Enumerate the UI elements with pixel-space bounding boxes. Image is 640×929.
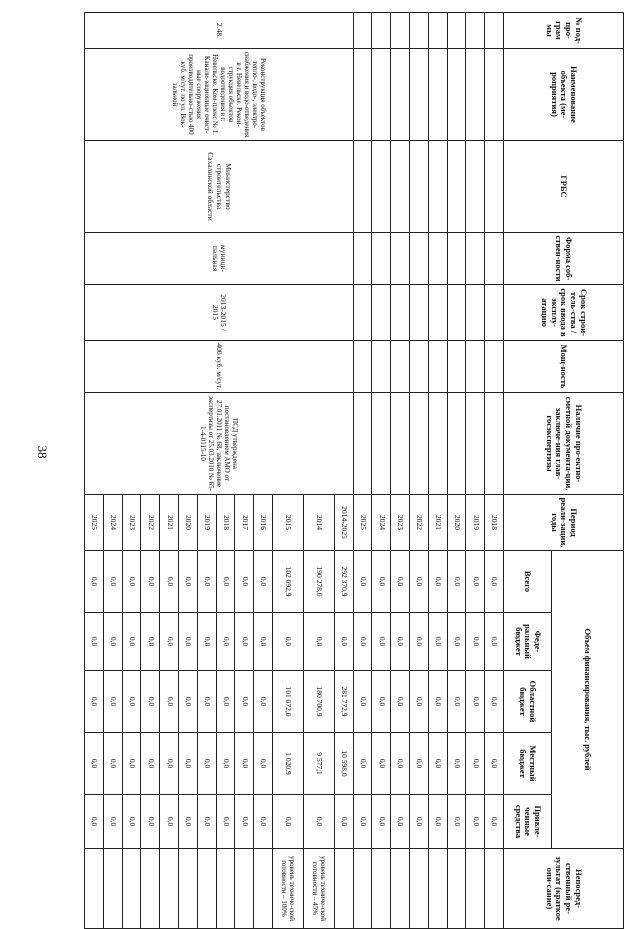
empty-cell <box>466 141 485 233</box>
empty-cell <box>485 285 504 341</box>
empty-cell <box>410 233 429 285</box>
item-form: муници-пальная <box>85 233 354 285</box>
amount-cell: 0,0 <box>235 733 254 795</box>
period-cell: 2022 <box>141 495 160 551</box>
empty-cell <box>485 141 504 233</box>
table-row <box>428 13 447 929</box>
amount-cell: 0,0 <box>273 613 304 671</box>
header-period: Период реали-зации, годы <box>504 495 624 551</box>
amount-cell: 0,0 <box>485 671 504 733</box>
item-capacity: 400 куб. м/сут. <box>85 341 354 393</box>
amount-cell: 0,0 <box>197 671 216 733</box>
table-row <box>372 13 391 929</box>
empty-cell <box>372 393 391 495</box>
empty-cell <box>466 341 485 393</box>
amount-cell: 10 598,0 <box>334 733 353 795</box>
amount-cell: 281 772,9 <box>334 671 353 733</box>
amount-cell: 0,0 <box>160 671 179 733</box>
rotated-table-container <box>84 12 624 921</box>
amount-cell: 0,0 <box>235 671 254 733</box>
empty-cell <box>353 233 372 285</box>
result-cell <box>216 849 235 929</box>
amount-cell: 102 092,9 <box>273 551 304 613</box>
amount-cell: 0,0 <box>254 551 273 613</box>
result-cell <box>122 849 141 929</box>
amount-cell: 0,0 <box>197 733 216 795</box>
period-cell: 2019 <box>197 495 216 551</box>
empty-cell <box>353 341 372 393</box>
amount-cell: 0,0 <box>141 795 160 849</box>
period-cell: 2018 <box>216 495 235 551</box>
result-cell <box>485 849 504 929</box>
amount-cell: 0,0 <box>235 795 254 849</box>
amount-cell: 0,0 <box>353 733 372 795</box>
amount-cell: 0,0 <box>85 551 104 613</box>
result-cell <box>254 849 273 929</box>
amount-cell: 0,0 <box>122 551 141 613</box>
header-docs: Наличие про-ектно-сметной документа-ции, заключе-ния глав-госэкспертизы <box>504 393 624 495</box>
amount-cell: 0,0 <box>466 795 485 849</box>
amount-cell: 0,0 <box>103 671 122 733</box>
amount-cell: 0,0 <box>216 671 235 733</box>
amount-cell: 0,0 <box>353 671 372 733</box>
item-docs: ПСД утверждена постановлением АМО от 27.01.2011 № 68, заключение экспертизы от 25.03.2010 № 65-1-4-0115-10 <box>85 393 354 495</box>
amount-cell: 0,0 <box>391 551 410 613</box>
amount-cell: 0,0 <box>410 671 429 733</box>
result-cell <box>160 849 179 929</box>
amount-cell: 0,0 <box>372 613 391 671</box>
empty-cell <box>447 393 466 495</box>
amount-cell: 0,0 <box>235 551 254 613</box>
table-row <box>466 13 485 929</box>
amount-cell: 0,0 <box>410 551 429 613</box>
period-cell: 2017 <box>235 495 254 551</box>
item-name: Реконструкция объектов тепло-, водо-, электро-снабжения и водо-отведения в г. Невельске. Рекон-струкция объектов водоотведения в г. Невельске. Ком-плекс № 1. Канали-зационные очист-ные сооружения производительно-стью 400 куб. м/сут. по ул. Вок-зальной <box>85 49 354 141</box>
empty-cell <box>466 393 485 495</box>
amount-cell: 0,0 <box>428 733 447 795</box>
amount-cell: 0,0 <box>216 551 235 613</box>
empty-cell <box>447 233 466 285</box>
page-number: 38 <box>35 445 50 459</box>
item-grbs: Министерство строительства Сахалинской области <box>85 141 354 233</box>
amount-cell: 0,0 <box>160 733 179 795</box>
period-cell: 2021 <box>160 495 179 551</box>
amount-cell: 9 577,1 <box>303 733 334 795</box>
empty-cell <box>353 141 372 233</box>
header-local: Местный бюджет <box>504 733 552 795</box>
empty-cell <box>391 141 410 233</box>
amount-cell: 0,0 <box>466 613 485 671</box>
result-cell <box>141 849 160 929</box>
amount-cell: 0,0 <box>334 795 353 849</box>
period-cell: 2014-2025 <box>334 495 353 551</box>
amount-cell: 0,0 <box>216 613 235 671</box>
amount-cell: 0,0 <box>303 613 334 671</box>
amount-cell: 0,0 <box>85 613 104 671</box>
empty-cell <box>410 285 429 341</box>
period-cell: 2022 <box>410 495 429 551</box>
amount-cell: 0,0 <box>391 613 410 671</box>
result-cell <box>197 849 216 929</box>
empty-cell <box>353 49 372 141</box>
empty-cell <box>391 285 410 341</box>
amount-cell: 0,0 <box>85 671 104 733</box>
period-cell: 2025 <box>85 495 104 551</box>
period-cell: 2023 <box>122 495 141 551</box>
result-cell <box>410 849 429 929</box>
amount-cell: 0,0 <box>428 671 447 733</box>
header-num: № под-про-грам мы <box>504 13 624 49</box>
item-number: 2.48. <box>85 13 354 49</box>
empty-cell <box>466 49 485 141</box>
empty-cell <box>391 393 410 495</box>
amount-cell: 0,0 <box>103 551 122 613</box>
amount-cell: 0,0 <box>466 733 485 795</box>
result-cell <box>466 849 485 929</box>
amount-cell: 0,0 <box>447 551 466 613</box>
header-total: Всего <box>504 551 552 613</box>
result-cell <box>334 849 353 929</box>
period-cell: 2018 <box>485 495 504 551</box>
result-cell <box>391 849 410 929</box>
result-cell <box>447 849 466 929</box>
header-attracted: Привле-ченные средства <box>504 795 552 849</box>
result-cell <box>428 849 447 929</box>
empty-cell <box>447 141 466 233</box>
empty-cell <box>391 49 410 141</box>
amount-cell: 1 020,9 <box>273 733 304 795</box>
amount-cell: 0,0 <box>353 613 372 671</box>
empty-cell <box>391 13 410 49</box>
empty-cell <box>372 141 391 233</box>
period-cell: 2019 <box>466 495 485 551</box>
empty-cell <box>466 233 485 285</box>
empty-cell <box>410 341 429 393</box>
empty-cell <box>353 285 372 341</box>
empty-cell <box>485 49 504 141</box>
amount-cell: 0,0 <box>122 613 141 671</box>
amount-cell: 0,0 <box>334 613 353 671</box>
period-cell: 2016 <box>254 495 273 551</box>
header-form: Форма соб-ствен-ности <box>504 233 624 285</box>
amount-cell: 0,0 <box>122 795 141 849</box>
amount-cell: 0,0 <box>410 613 429 671</box>
period-cell: 2020 <box>447 495 466 551</box>
amount-cell: 0,0 <box>447 671 466 733</box>
empty-cell <box>447 341 466 393</box>
empty-cell <box>428 233 447 285</box>
empty-cell <box>410 49 429 141</box>
amount-cell: 0,0 <box>160 613 179 671</box>
amount-cell: 0,0 <box>141 671 160 733</box>
empty-cell <box>466 13 485 49</box>
amount-cell: 190 278,0 <box>303 551 334 613</box>
amount-cell: 0,0 <box>103 733 122 795</box>
amount-cell: 0,0 <box>216 795 235 849</box>
header-name: Наименование объекта (ме-роприятия) <box>504 49 624 141</box>
table-row <box>391 13 410 929</box>
amount-cell: 0,0 <box>372 795 391 849</box>
amount-cell: 0,0 <box>466 551 485 613</box>
amount-cell: 0,0 <box>216 733 235 795</box>
empty-cell <box>447 285 466 341</box>
empty-cell <box>353 393 372 495</box>
amount-cell: 0,0 <box>391 671 410 733</box>
amount-cell: 0,0 <box>273 795 304 849</box>
header-capacity: Мощ-ность <box>504 341 624 393</box>
amount-cell: 0,0 <box>372 671 391 733</box>
amount-cell: 0,0 <box>122 733 141 795</box>
empty-cell <box>410 13 429 49</box>
amount-cell: 0,0 <box>391 795 410 849</box>
empty-cell <box>447 49 466 141</box>
result-cell <box>235 849 254 929</box>
amount-cell: 0,0 <box>485 733 504 795</box>
result-cell <box>353 849 372 929</box>
header-federal: Феде-ральный бюджет <box>504 613 552 671</box>
empty-cell <box>428 49 447 141</box>
empty-cell <box>372 341 391 393</box>
empty-cell <box>428 13 447 49</box>
table-row <box>447 13 466 929</box>
period-cell: 2021 <box>428 495 447 551</box>
amount-cell: 0,0 <box>141 551 160 613</box>
amount-cell: 0,0 <box>372 733 391 795</box>
amount-cell: 0,0 <box>428 795 447 849</box>
empty-cell <box>428 393 447 495</box>
amount-cell: 0,0 <box>160 551 179 613</box>
empty-cell <box>372 233 391 285</box>
amount-cell: 0,0 <box>485 551 504 613</box>
amount-cell: 0,0 <box>254 733 273 795</box>
header-regional: Областной бюджет <box>504 671 552 733</box>
amount-cell: 0,0 <box>254 613 273 671</box>
amount-cell: 0,0 <box>410 795 429 849</box>
amount-cell: 0,0 <box>197 613 216 671</box>
header-funding: Объем финансирования, тыс. рублей <box>552 551 624 849</box>
empty-cell <box>428 341 447 393</box>
item-term: 2013-2015 / 2015 <box>85 285 354 341</box>
result-cell: уровень техниче-ской готовности – 100% <box>273 849 304 929</box>
empty-cell <box>410 393 429 495</box>
amount-cell: 0,0 <box>428 551 447 613</box>
header-grbs: ГРБС <box>504 141 624 233</box>
amount-cell: 0,0 <box>372 551 391 613</box>
amount-cell: 0,0 <box>410 733 429 795</box>
empty-cell <box>485 341 504 393</box>
period-cell: 2020 <box>179 495 198 551</box>
period-cell: 2015 <box>273 495 304 551</box>
amount-cell: 0,0 <box>103 795 122 849</box>
empty-cell <box>372 285 391 341</box>
empty-cell <box>391 341 410 393</box>
empty-cell <box>428 285 447 341</box>
table-row <box>353 13 372 929</box>
amount-cell: 0,0 <box>235 613 254 671</box>
empty-cell <box>447 13 466 49</box>
amount-cell: 0,0 <box>103 613 122 671</box>
result-cell <box>85 849 104 929</box>
amount-cell: 0,0 <box>160 795 179 849</box>
empty-cell <box>410 141 429 233</box>
period-cell: 2024 <box>372 495 391 551</box>
amount-cell: 0,0 <box>485 613 504 671</box>
amount-cell: 0,0 <box>141 733 160 795</box>
table-row <box>334 13 353 929</box>
result-cell: уровень техниче-ской готовности – 45% <box>303 849 334 929</box>
amount-cell: 0,0 <box>179 795 198 849</box>
empty-cell <box>391 233 410 285</box>
result-cell <box>179 849 198 929</box>
period-cell: 2024 <box>103 495 122 551</box>
amount-cell: 0,0 <box>179 671 198 733</box>
period-cell: 2014 <box>303 495 334 551</box>
amount-cell: 0,0 <box>179 733 198 795</box>
amount-cell: 0,0 <box>447 613 466 671</box>
amount-cell: 0,0 <box>353 551 372 613</box>
amount-cell: 0,0 <box>447 795 466 849</box>
amount-cell: 101 072,0 <box>273 671 304 733</box>
amount-cell: 0,0 <box>391 733 410 795</box>
amount-cell: 0,0 <box>428 613 447 671</box>
empty-cell <box>372 49 391 141</box>
amount-cell: 292 370,9 <box>334 551 353 613</box>
empty-cell <box>353 13 372 49</box>
empty-cell <box>485 393 504 495</box>
period-cell: 2025 <box>353 495 372 551</box>
empty-cell <box>372 13 391 49</box>
amount-cell: 0,0 <box>197 795 216 849</box>
amount-cell: 0,0 <box>485 795 504 849</box>
amount-cell: 0,0 <box>447 733 466 795</box>
empty-cell <box>485 233 504 285</box>
result-cell <box>103 849 122 929</box>
amount-cell: 0,0 <box>122 671 141 733</box>
amount-cell: 180 700,9 <box>303 671 334 733</box>
empty-cell <box>428 141 447 233</box>
amount-cell: 0,0 <box>179 551 198 613</box>
amount-cell: 0,0 <box>85 733 104 795</box>
table-row <box>410 13 429 929</box>
header-term: Срок строи-тель-ства / срок ввода в эксплу-атацию <box>504 285 624 341</box>
funding-table <box>84 12 624 929</box>
period-cell: 2023 <box>391 495 410 551</box>
amount-cell: 0,0 <box>254 671 273 733</box>
amount-cell: 0,0 <box>254 795 273 849</box>
header-result: Непосред-ственный ре-зультат (краткое опи-сание) <box>504 849 624 929</box>
amount-cell: 0,0 <box>141 613 160 671</box>
table-body <box>85 13 504 929</box>
amount-cell: 0,0 <box>85 795 104 849</box>
amount-cell: 0,0 <box>179 613 198 671</box>
amount-cell: 0,0 <box>197 551 216 613</box>
result-cell <box>372 849 391 929</box>
table-row <box>485 13 504 929</box>
amount-cell: 0,0 <box>303 795 334 849</box>
empty-cell <box>485 13 504 49</box>
empty-cell <box>466 285 485 341</box>
amount-cell: 0,0 <box>353 795 372 849</box>
amount-cell: 0,0 <box>466 671 485 733</box>
